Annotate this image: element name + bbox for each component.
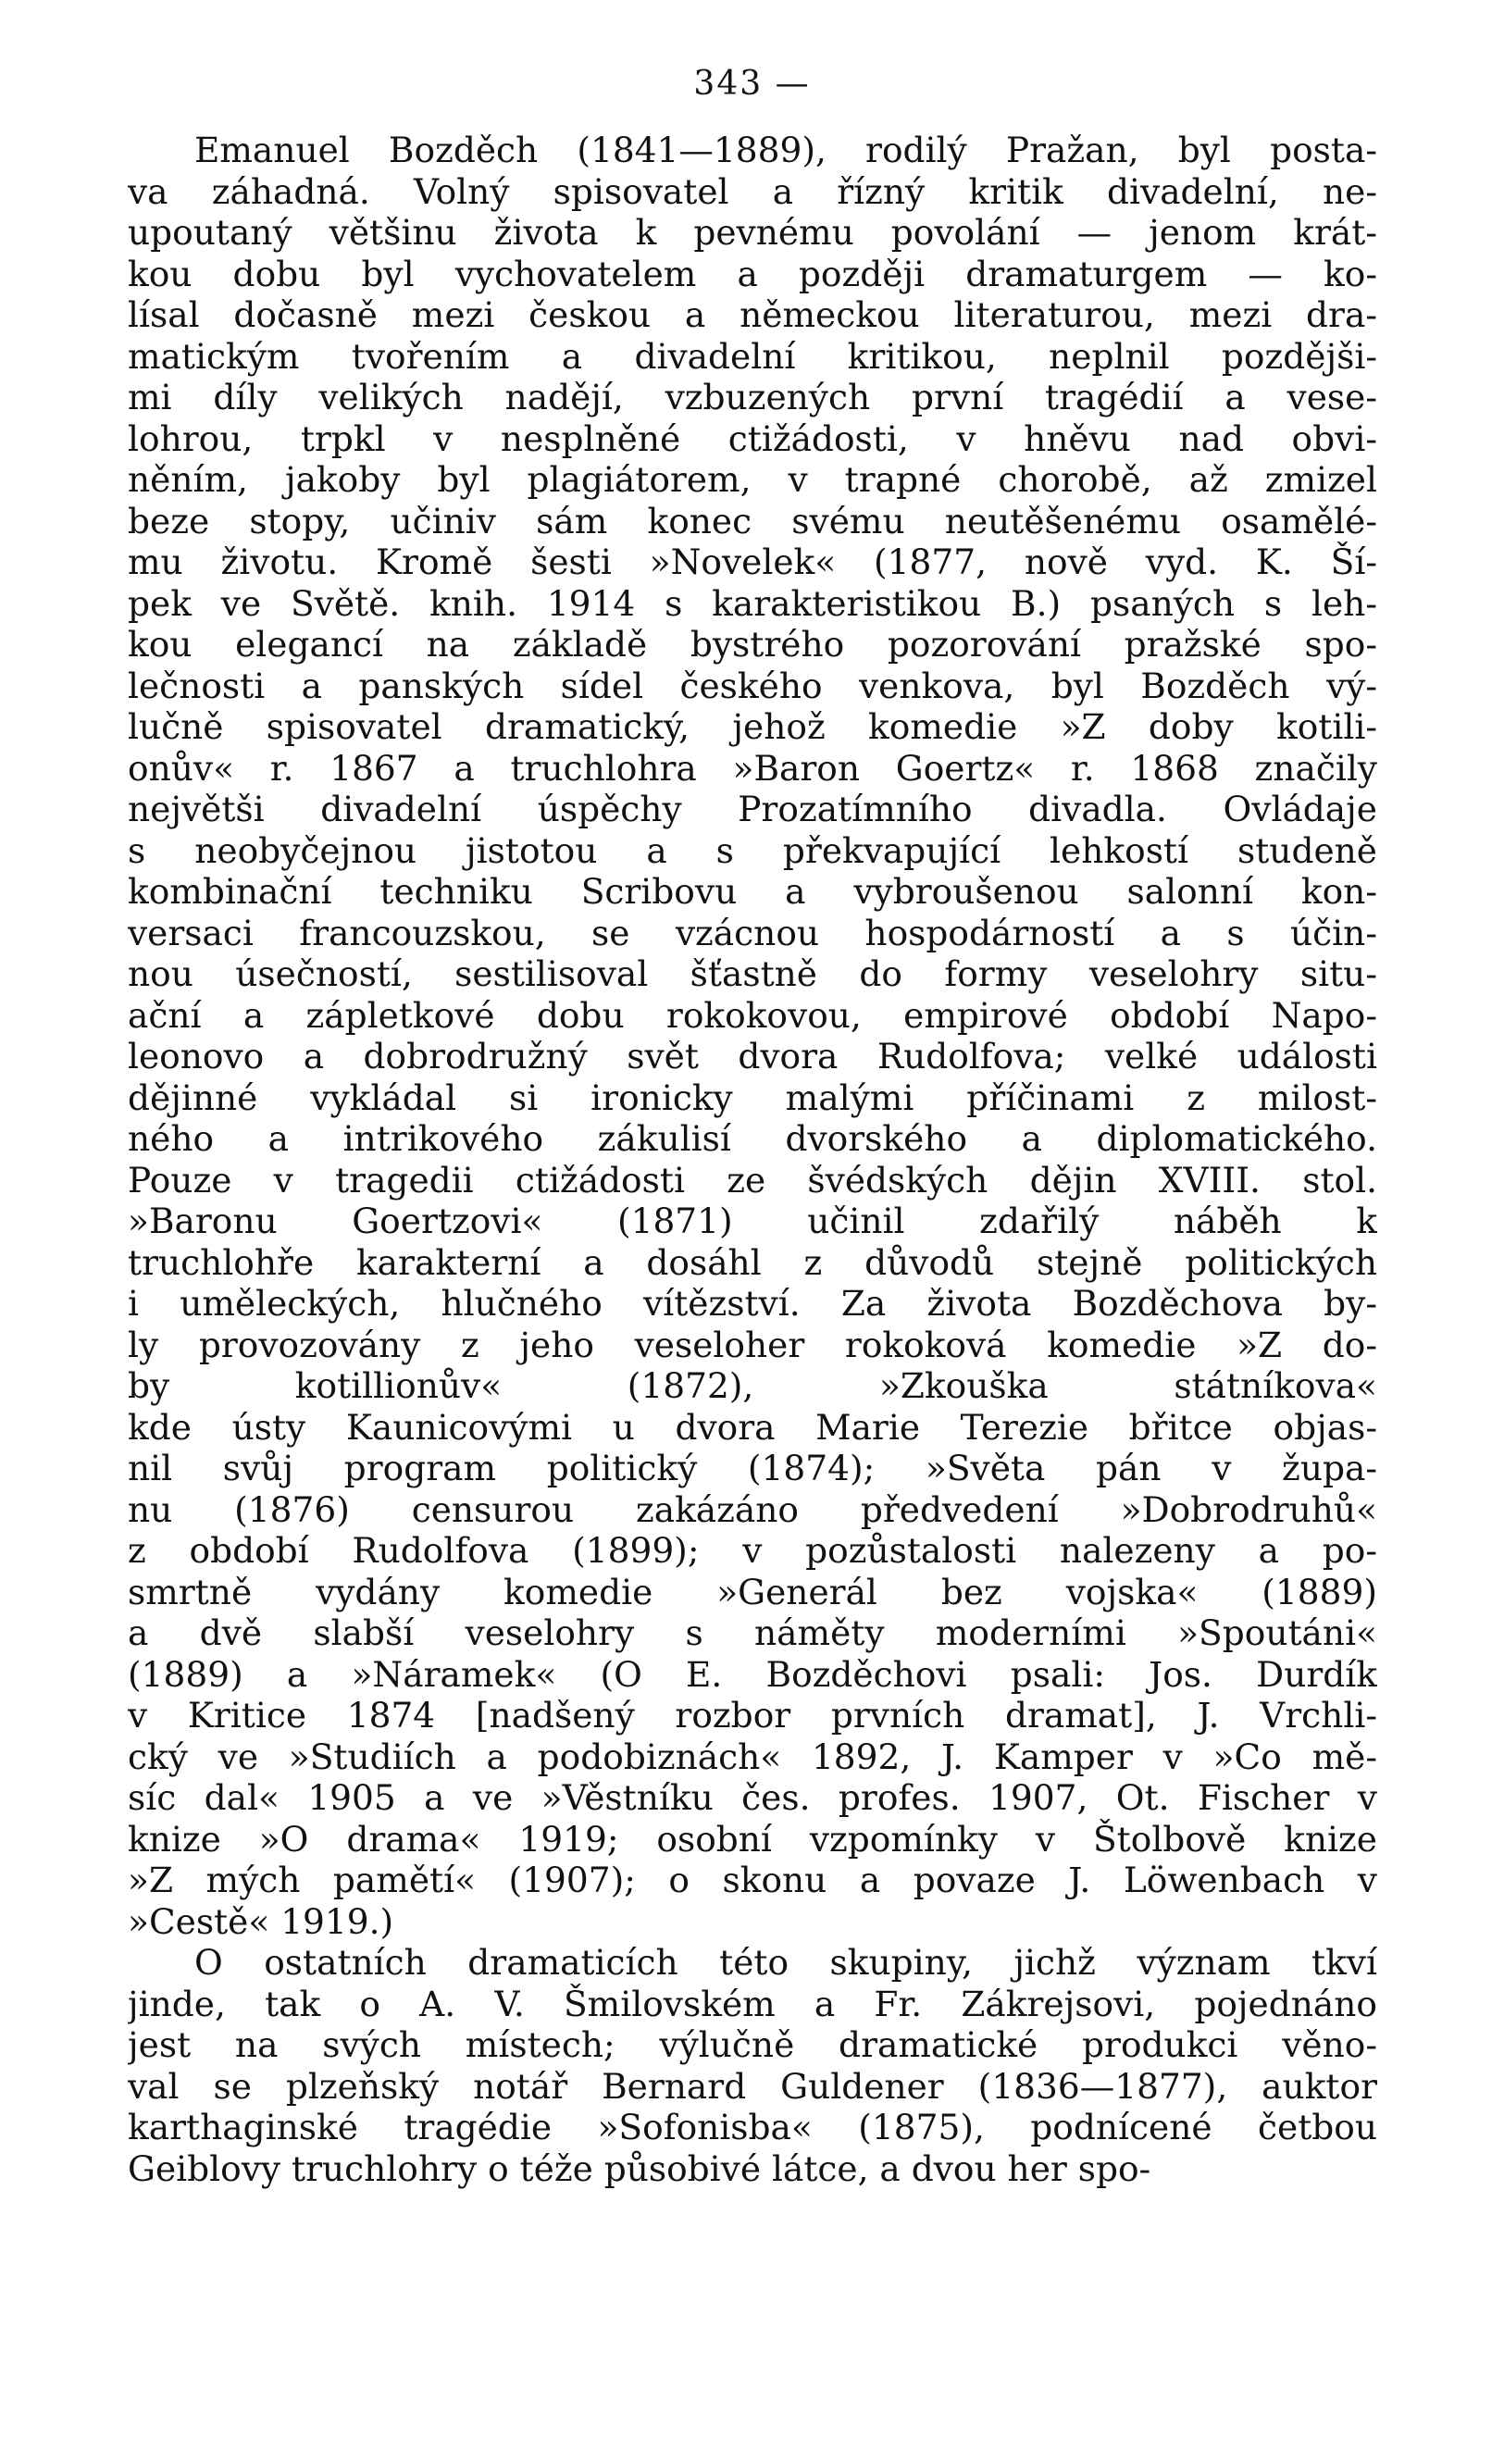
text-line: ační a zápletkové dobu rokokovou, empirové období Napo- bbox=[128, 994, 1377, 1036]
text-line: onův« r. 1867 a truchlohra »Baron Goertz« r. 1868 značily bbox=[128, 747, 1377, 789]
text-line: »Z mých pamětí« (1907); o skonu a povaze J. Löwenbach v bbox=[128, 1860, 1377, 1900]
text-line: versaci francouzskou, se vzácnou hospodárností a s účin- bbox=[128, 912, 1377, 953]
text-line: jinde, tak o A. V. Šmilovském a Fr. Zákrejsovi, pojednáno bbox=[128, 1983, 1377, 2024]
text-line: kou elegancí na základě bystrého pozorování pražské spo- bbox=[128, 624, 1377, 665]
text-line: smrtně vydány komedie »Generál bez vojska« (1889) bbox=[128, 1571, 1377, 1612]
text-line: kombinační techniku Scribovu a vybroušenou salonní kon- bbox=[128, 871, 1377, 912]
text-line: i uměleckých, hlučného vítězství. Za života Bozděchova by- bbox=[128, 1283, 1377, 1324]
text-line: by kotillionův« (1872), »Zkouška státníkova« bbox=[128, 1365, 1377, 1406]
text-line: z období Rudolfova (1899); v pozůstalosti nalezeny a po- bbox=[128, 1530, 1377, 1571]
text-line: ného a intrikového zákulisí dvorského a diplomatického. bbox=[128, 1118, 1377, 1159]
text-line: leonovo a dobrodružný svět dvora Rudolfova; velké události bbox=[128, 1036, 1377, 1076]
text-line: »Baronu Goertzovi« (1871) učinil zdařilý náběh k bbox=[128, 1201, 1377, 1241]
text-line: »Cestě« 1919.) bbox=[128, 1900, 394, 1942]
text-line: jest na svých místech; výlučně dramatické produkci věno- bbox=[128, 2024, 1377, 2065]
text-line: v Kritice 1874 [nadšený rozbor prvních dramat], J. Vrchli- bbox=[128, 1695, 1377, 1736]
text-line: (1889) a »Náramek« (O E. Bozděchovi psali: Jos. Durdík bbox=[128, 1653, 1377, 1695]
text-line: upoutaný většinu života k pevnému povolání — jenom krát- bbox=[128, 212, 1377, 253]
text-line: val se plzeňský notář Bernard Guldener (1836—1877), auktor bbox=[128, 2065, 1377, 2107]
text-line: dějinné vykládal si ironicky malými příčinami z milost- bbox=[128, 1076, 1377, 1118]
text-line: něním, jakoby byl plagiátorem, v trapné chorobě, až zmizel bbox=[128, 459, 1377, 500]
text-line: síc dal« 1905 a ve »Věstníku čes. profes. 1907, Ot. Fischer v bbox=[128, 1777, 1377, 1818]
text-line: nil svůj program politický (1874); »Světa pán v župa- bbox=[128, 1448, 1377, 1488]
text-line: va záhadná. Volný spisovatel a řízný kritik divadelní, ne- bbox=[128, 170, 1377, 212]
text-line: beze stopy, učiniv sám konec svému neutěšenému osamělé- bbox=[128, 500, 1377, 541]
text-line: s neobyčejnou jistotou a s překvapující lehkostí studeně bbox=[128, 829, 1377, 871]
text-line: ly provozovány z jeho veseloher rokoková komedie »Z do- bbox=[128, 1324, 1377, 1365]
text-line: matickým tvořením a divadelní kritikou, neplnil pozdějši- bbox=[128, 335, 1377, 377]
text-line: mu životu. Kromě šesti »Novelek« (1877, nově vyd. K. Ší- bbox=[128, 541, 1377, 582]
text-line: mi díly velikých nadějí, vzbuzených první tragédií a vese- bbox=[128, 377, 1377, 417]
text-line: Pouze v tragedii ctižádosti ze švédských dějin XVIII. stol. bbox=[128, 1159, 1377, 1201]
text-line: knize »O drama« 1919; osobní vzpomínky v Štolbově knize bbox=[128, 1818, 1377, 1860]
text-line: truchlohře karakterní a dosáhl z důvodů stejně politických bbox=[128, 1241, 1377, 1283]
text-line: Emanuel Bozděch (1841—1889), rodilý Pražan, byl posta- bbox=[194, 130, 1377, 170]
text-line: O ostatních dramaticích této skupiny, jichž význam tkví bbox=[194, 1942, 1377, 1983]
text-line: a dvě slabší veselohry s náměty moderními »Spoutáni« bbox=[128, 1612, 1377, 1653]
text-line: nou úsečností, sestilisoval šťastně do formy veselohry situ- bbox=[128, 953, 1377, 994]
text-line: největši divadelní úspěchy Prozatímního divadla. Ovládaje bbox=[128, 789, 1377, 829]
text-line: cký ve »Studiích a podobiznách« 1892, J. Kamper v »Co mě- bbox=[128, 1736, 1377, 1777]
text-line: lohrou, trpkl v nesplněné ctižádosti, v hněvu nad obvi- bbox=[128, 417, 1377, 459]
text-line: kde ústy Kaunicovými u dvora Marie Terezie břitce objas- bbox=[128, 1406, 1377, 1448]
text-line: pek ve Světě. knih. 1914 s karakteristikou B.) psaných s leh- bbox=[128, 582, 1377, 624]
text-line: nu (1876) censurou zakázáno předvedení »Dobrodruhů« bbox=[128, 1488, 1377, 1530]
body-text bbox=[128, 130, 1377, 2189]
text-line: kou dobu byl vychovatelem a později dramaturgem — ko- bbox=[128, 253, 1377, 294]
text-line: lísal dočasně mezi českou a německou literaturou, mezi dra- bbox=[128, 294, 1377, 335]
page-number: 343 — bbox=[693, 65, 811, 103]
text-line: Geiblovy truchlohry o téže působivé látce, a dvou her spo- bbox=[128, 2147, 1151, 2189]
text-line: lečnosti a panských sídel českého venkova, byl Bozděch vý- bbox=[128, 665, 1377, 706]
text-line: lučně spisovatel dramatický, jehož komedie »Z doby kotili- bbox=[128, 706, 1377, 747]
text-line: karthaginské tragédie »Sofonisba« (1875), podnícené četbou bbox=[128, 2107, 1377, 2147]
